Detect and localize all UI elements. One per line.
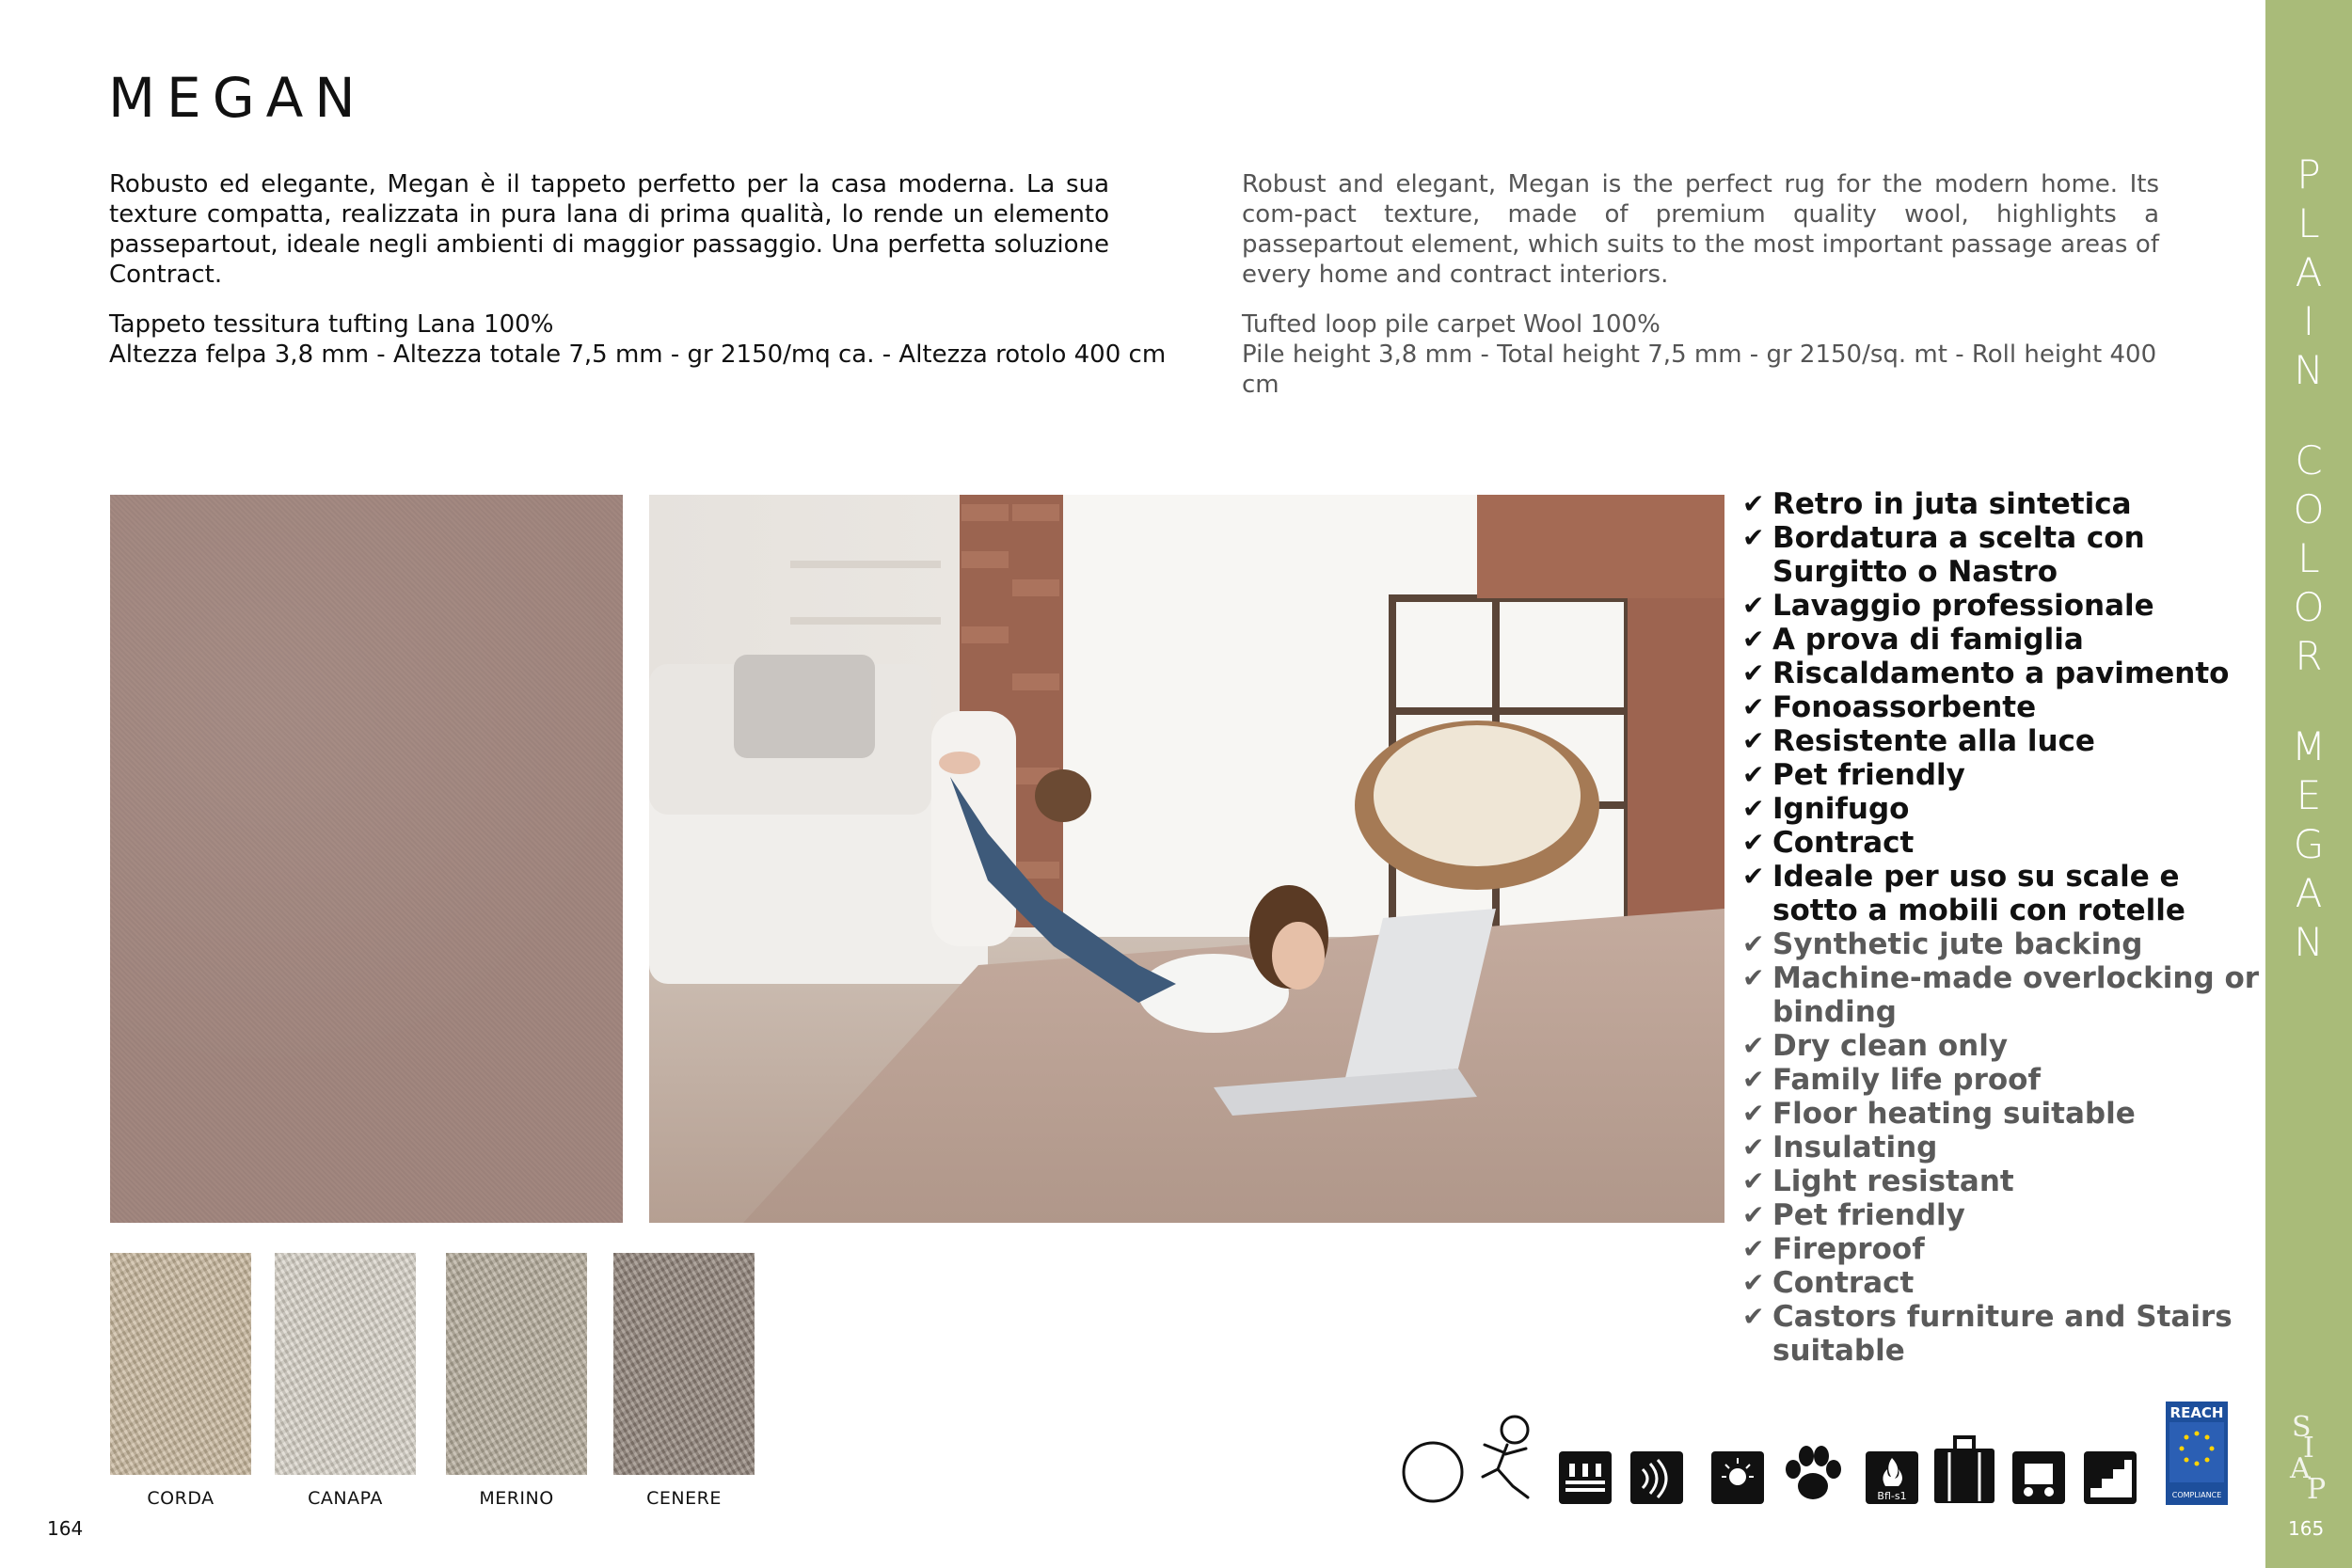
swatch-merino[interactable] <box>446 1253 587 1475</box>
page-number-right: 165 <box>2288 1517 2325 1540</box>
sidebar-letter: A <box>2295 870 2323 916</box>
luggage-contract-icon <box>1932 1435 1996 1505</box>
sidebar-letter: L <box>2297 200 2320 246</box>
spec-italian <box>109 309 1191 370</box>
check-icon: ✔ <box>1742 522 1765 553</box>
product-title: MEGAN <box>108 66 367 130</box>
feature-en-item: ✔ Light resistant <box>1742 1164 2014 1198</box>
stairs-icon <box>2083 1450 2137 1505</box>
feature-en-item: ✔ Synthetic jute backing <box>1742 927 2143 961</box>
swatch-label: MERINO <box>479 1488 554 1509</box>
check-icon: ✔ <box>1742 1098 1765 1129</box>
intro-english: Robust and elegant, Megan is the perfect rug for the modern home. Its com-pact texture, made of premium quality wool, highlights a passepartout element, which suits to the most important passage areas of every home and contract interiors. <box>1242 170 2159 289</box>
sidebar-letter: N <box>2294 347 2324 393</box>
page-number-left: 164 <box>47 1517 84 1540</box>
sidebar-letter: G <box>2293 821 2325 867</box>
check-icon: ✔ <box>1742 624 1765 655</box>
logo-letter: A <box>2290 1452 2311 1485</box>
check-icon: ✔ <box>1742 928 1765 959</box>
compliance-label: COMPLIANCE <box>2171 1491 2222 1499</box>
sound-insulation-icon <box>1629 1450 1684 1505</box>
check-icon: ✔ <box>1742 657 1765 689</box>
check-icon: ✔ <box>1742 1233 1765 1264</box>
features-list-english <box>1742 927 2269 1368</box>
feature-it-item: ✔ Fonoassorbente <box>1742 690 2037 724</box>
check-icon: ✔ <box>1742 1267 1765 1298</box>
feature-it-item: ✔ Ignifugo <box>1742 792 1910 826</box>
spec-italian-line2: Altezza felpa 3,8 mm - Altezza totale 7,5 mm - gr 2150/mq ca. - Altezza rotolo 400 cm <box>109 341 1167 369</box>
check-icon: ✔ <box>1742 1064 1765 1095</box>
check-icon: ✔ <box>1742 1132 1765 1163</box>
feature-en-item: ✔ Contract <box>1742 1266 1915 1300</box>
feature-it-item: ✔ A prova di famiglia <box>1742 623 2084 657</box>
intro-italian: Robusto ed elegante, Megan è il tappeto perfetto per la casa moderna. La sua texture compatta, realizzata in pura lana di prima qualità, lo rende un elemento passepartout, ideale negli ambienti di maggior passaggio. Una perfetta soluzione Contract. <box>109 170 1109 289</box>
check-icon: ✔ <box>1742 861 1765 892</box>
feature-en-item: ✔ Machine-made overlocking or binding <box>1742 961 2260 1029</box>
feature-it-item: ✔ Retro in juta sintetica <box>1742 487 2132 521</box>
feature-it-item: ✔ Resistente alla luce <box>1742 724 2095 758</box>
spec-english-line2: Pile height 3,8 mm - Total height 7,5 mm - gr 2150/sq. mt - Roll height 400 cm <box>1242 341 2157 399</box>
feature-en-item: ✔ Family life proof <box>1742 1063 2041 1097</box>
swatch-canapa[interactable] <box>275 1253 416 1475</box>
sidebar-letter: M <box>2291 723 2327 769</box>
logo-letter: S <box>2292 1411 2312 1444</box>
lifestyle-photo <box>649 495 1724 1223</box>
feature-it-item: ✔ Pet friendly <box>1742 758 1965 792</box>
swatch-label: CORDA <box>147 1488 215 1509</box>
sidebar-letter: P <box>2296 151 2321 198</box>
check-icon: ✔ <box>1742 1030 1765 1061</box>
sidebar-vertical-label <box>2265 150 2352 967</box>
sidebar-letter: O <box>2293 584 2325 630</box>
carpet-swatch-large <box>110 495 623 1223</box>
feature-it-item: ✔ Ideale per uso su scale e sotto a mobili con rotelle <box>1742 860 2185 927</box>
features-panel <box>1742 487 2269 1368</box>
castors-icon <box>2011 1450 2066 1505</box>
sidebar-letter-gap <box>2265 681 2352 722</box>
feature-en-item: ✔ Fireproof <box>1742 1232 1925 1266</box>
swatch-corda[interactable] <box>110 1253 251 1475</box>
reach-label: REACH <box>2169 1404 2224 1421</box>
spec-english-line1: Tufted loop pile carpet Wool 100% <box>1242 310 1661 339</box>
feature-en-item: ✔ Pet friendly <box>1742 1198 1965 1232</box>
swatch-label: CENERE <box>646 1488 722 1509</box>
feature-en-item: ✔ Floor heating suitable <box>1742 1097 2136 1131</box>
feature-en-item: ✔ Insulating <box>1742 1131 1938 1164</box>
light-resistant-icon <box>1710 1450 1765 1505</box>
feature-en-item: ✔ Castors furniture and Stairs suitable <box>1742 1300 2233 1368</box>
sidebar-letter: A <box>2295 249 2323 295</box>
sidebar-letter: L <box>2297 535 2320 581</box>
circle-icon <box>1400 1439 1466 1505</box>
sidebar-letter: O <box>2293 486 2325 532</box>
logo-letter: P <box>2307 1473 2327 1502</box>
check-icon: ✔ <box>1742 962 1765 993</box>
logo-letter: I <box>2303 1432 2314 1465</box>
check-icon: ✔ <box>1742 759 1765 790</box>
feature-it-item: ✔ Riscaldamento a pavimento <box>1742 657 2230 690</box>
check-icon: ✔ <box>1742 793 1765 824</box>
sidebar-letter: C <box>2295 437 2323 483</box>
sidebar-letter: N <box>2294 919 2324 965</box>
check-icon: ✔ <box>1742 488 1765 519</box>
feature-icons-row <box>1400 1402 2228 1505</box>
sidebar-letter: E <box>2296 772 2322 818</box>
feature-en-item: ✔ Dry clean only <box>1742 1029 2009 1063</box>
check-icon: ✔ <box>1742 1165 1765 1196</box>
feature-it-item: ✔ Bordatura a scelta con Surgitto o Nastro <box>1742 521 2145 589</box>
check-icon: ✔ <box>1742 1199 1765 1230</box>
feature-it-item: ✔ Lavaggio professionale <box>1742 589 2154 623</box>
check-icon: ✔ <box>1742 691 1765 722</box>
swatch-cenere[interactable] <box>613 1253 755 1475</box>
reach-compliance-icon <box>2166 1402 2228 1505</box>
feature-it-item: ✔ Contract <box>1742 826 1915 860</box>
spec-italian-line1: Tappeto tessitura tufting Lana 100% <box>109 310 554 339</box>
sidebar-letter-gap <box>2265 395 2352 436</box>
check-icon: ✔ <box>1742 827 1765 858</box>
floor-heating-icon <box>1558 1450 1613 1505</box>
spec-english <box>1242 309 2183 400</box>
paw-icon <box>1780 1443 1846 1505</box>
swatch-label: CANAPA <box>308 1488 383 1509</box>
check-icon: ✔ <box>1742 590 1765 621</box>
fire-rating-label: Bfl-s1 <box>1877 1490 1907 1502</box>
features-list-italian <box>1742 487 2269 927</box>
brand-logo <box>2279 1408 2339 1502</box>
check-icon: ✔ <box>1742 725 1765 756</box>
fire-rating-icon <box>1865 1450 1919 1505</box>
sidebar-letter: R <box>2295 633 2323 679</box>
sidebar-letter: I <box>2302 298 2315 344</box>
child-running-icon <box>1470 1411 1545 1505</box>
check-icon: ✔ <box>1742 1301 1765 1332</box>
